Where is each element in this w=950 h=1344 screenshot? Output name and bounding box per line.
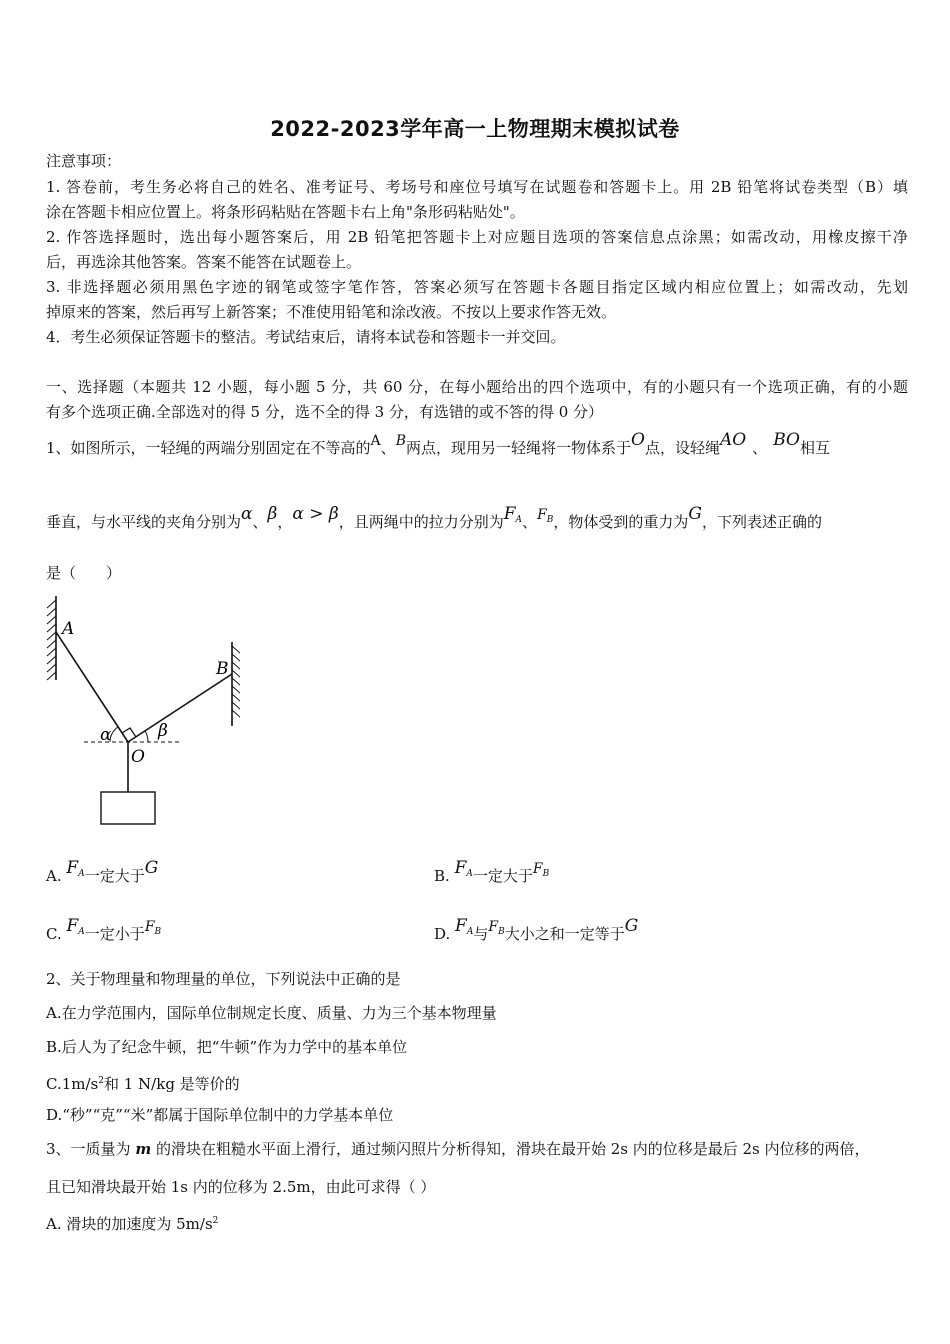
right-wall-hatching: [232, 646, 240, 718]
fig-label-alpha: α: [100, 725, 112, 745]
notice-item-3-line-2: 掉原来的答案，然后再写上新答案；不准使用铅笔和涂改液。不按以上要求作答无效。: [46, 303, 617, 321]
fig-label-a: A: [62, 619, 75, 639]
force-fb-symbol: $F_B$: [537, 507, 554, 525]
notice-item-1-line-1: 1. 答卷前，考生务必将自己的姓名、准考证号、考场号和座位号填写在试题卷和答题卡上。用 2B 铅笔将试卷类型（B）填: [46, 178, 908, 196]
q2-option-a[interactable]: A.在力学范围内，国际单位制规定长度、质量、力为三个基本物理量: [46, 1004, 497, 1022]
point-a-symbol: A: [370, 433, 381, 449]
point-o-symbol: O: [631, 430, 645, 450]
notice-item-2-line-1: 2. 作答选择题时，选出每小题答案后，用 2B 铅笔把答题卡上对应题目选项的答案信息点涂黑；如需改动，用橡皮擦干净: [46, 228, 908, 246]
section-1-line-1: 一、选择题（本题共 12 小题，每小题 5 分，共 60 分，在每小题给出的四个选项中，有的小题只有一个选项正确，有的小题: [46, 378, 908, 396]
notice-item-1-line-2: 涂在答题卡相应位置上。将条形码粘贴在答题卡右上角"条形码粘贴处"。: [46, 203, 525, 221]
q1-line-1: 1、如图所示，一轻绳的两端分别固定在不等高的A、B两点，现用另一轻绳将一物体系于O点，设轻绳AO 、 BO相互: [46, 430, 830, 457]
q1-option-c[interactable]: C. FA一定小于$F_B$: [46, 916, 162, 943]
notice-item-3-line-1: 3. 非选择题必须用黑色字迹的钢笔或签字笔作答，答案必须写在答题卡各题目指定区域内相应位置上；如需改动，先划: [46, 278, 908, 296]
q1-line-2: 垂直，与水平线的夹角分别为α、β，α > β，且两绳中的拉力分别为FA、$F_B$，物体受到的重力为G，下列表述正确的: [46, 504, 823, 531]
notice-heading: 注意事项：: [46, 152, 122, 170]
point-b-symbol: B: [395, 433, 406, 449]
rope-ao: [56, 632, 128, 742]
notice-item-4: 4．考生必须保证答题卡的整洁。考试结束后，请将本试卷和答题卡一并交回。: [46, 328, 566, 346]
fig-label-beta: β: [158, 721, 168, 741]
beta-symbol: β: [267, 504, 278, 524]
alpha-symbol: α: [241, 504, 253, 524]
left-wall-hatching: [47, 600, 56, 680]
q2-stem: 2、关于物理量和物理量的单位，下列说法中正确的是: [46, 970, 401, 988]
q2-option-b[interactable]: B.后人为了纪念牛顿，把“牛顿”作为力学中的基本单位: [46, 1038, 408, 1056]
q2-option-c[interactable]: $C.1m/s^2$和 1 N/kg 是等价的: [46, 1075, 240, 1093]
gravity-g-symbol: G: [688, 504, 703, 524]
fig-label-b: B: [216, 659, 229, 679]
rope-ao-symbol: AO: [719, 430, 747, 450]
q3-line-1: 3、一质量为 m 的滑块在粗糙水平面上滑行，通过频闪照片分析得知，滑块在最开始 2s 内的位移是最后 2s 内位移的两倍，: [46, 1140, 870, 1158]
notice-item-2-line-2: 后，再选涂其他答案。答案不能答在试题卷上。: [46, 253, 362, 271]
q1-option-a[interactable]: A. FA一定大于G: [46, 858, 159, 885]
q3-option-a[interactable]: A. 滑块的加速度为 $5m/s^2$: [46, 1215, 219, 1233]
section-1-line-2: 有多个选项正确.全部选对的得 5 分，选不全的得 3 分，有选错的或不答的得 0 分）: [46, 403, 604, 421]
page-title: 2022-2023学年高一上物理期末模拟试卷: [270, 117, 680, 141]
force-fa-symbol: FA: [503, 504, 523, 525]
q1-line-3: 是（ ）: [46, 564, 122, 582]
q1-figure: [40, 592, 240, 832]
q1-option-b[interactable]: B. FA一定大于$F_B$: [434, 858, 550, 885]
inequality: α > β: [292, 504, 339, 524]
q1-option-d[interactable]: D. FA与$F_B$大小之和一定等于G: [434, 916, 639, 943]
object-block: [101, 792, 155, 824]
fig-label-o: O: [131, 747, 145, 767]
beta-arc: [145, 731, 148, 742]
q3-line-2: 且已知滑块最开始 1s 内的位移为 2.5m，由此可求得（ ）: [46, 1178, 436, 1196]
rope-bo: [128, 674, 232, 742]
q2-option-d[interactable]: D.“秒”“克”“米”都属于国际单位制中的力学基本单位: [46, 1106, 394, 1124]
rope-bo-symbol: BO: [773, 430, 800, 450]
